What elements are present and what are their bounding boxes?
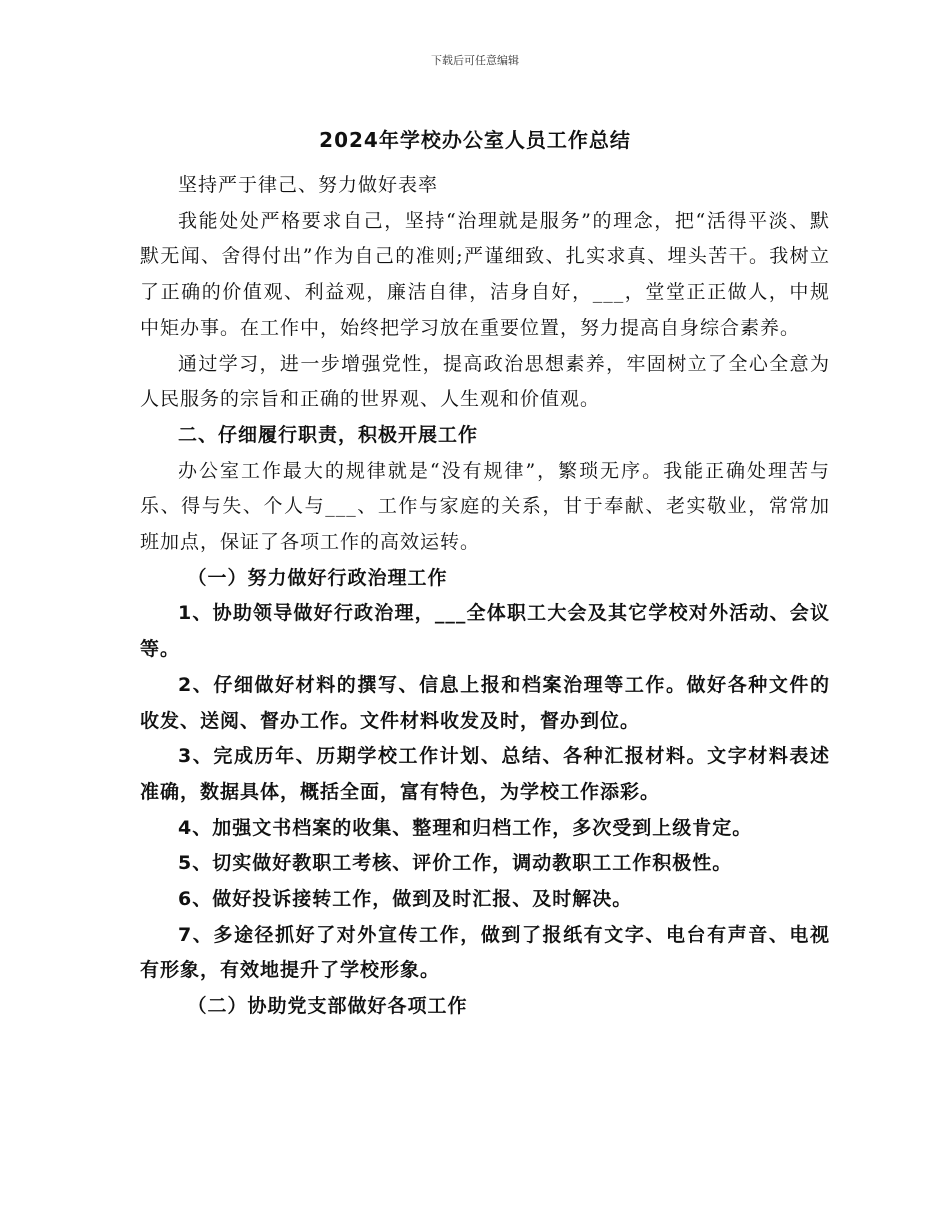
section-heading-2: 二、仔细履行职责，积极开展工作	[178, 423, 479, 446]
list-item-6: 6、做好投诉接转工作，做到及时汇报、及时解决。	[178, 888, 633, 911]
subsection-heading-2: （二）协助党支部做好各项工作	[187, 995, 468, 1018]
paragraph-study: 通过学习，进一步增强党性，提高政治思想素养，牢固树立了全心全意为人民服务的宗旨和正确的世界观、人生观和价值观。	[140, 352, 830, 411]
subsection-heading-1: （一）努力做好行政治理工作	[187, 566, 448, 589]
document-body	[140, 168, 830, 1025]
list-item-3: 3、完成历年、历期学校工作计划、总结、各种汇报材料。文字材料表述准确，数据具体，概括全面，富有特色，为学校工作添彩。	[140, 745, 830, 803]
list-item-4: 4、加强文书档案的收集、整理和归档工作，多次受到上级肯定。	[178, 816, 753, 839]
document-title: 2024年学校办公室人员工作总结	[319, 128, 631, 152]
header-note: 下载后可任意编辑	[431, 54, 519, 67]
list-item-7: 7、多途径抓好了对外宣传工作，做到了报纸有文字、电台有声音、电视有形象，有效地提升了学校形象。	[140, 923, 830, 982]
paragraph-intro-heading: 坚持严于律己、努力做好表率	[178, 174, 439, 196]
list-item-2: 2、仔细做好材料的撰写、信息上报和档案治理等工作。做好各种文件的收发、送阅、督办工作。文件材料收发及时，督办到位。	[140, 673, 830, 732]
list-item-1: 1、协助领导做好行政治理，___全体职工大会及其它学校对外活动、会议等。	[140, 602, 830, 661]
list-item-5: 5、切实做好教职工考核、评价工作，调动教职工工作积极性。	[178, 852, 733, 875]
paragraph-office-work: 办公室工作最大的规律就是“没有规律”，繁琐无序。我能正确处理苦与乐、得与失、个人与___、工作与家庭的关系，甘于奉献、老实敬业，常常加班加点，保证了各项工作的高效运转。	[140, 459, 830, 554]
paragraph-self-discipline: 我能处处严格要求自己，坚持“治理就是服务”的理念，把“活得平淡、默默无闻、舍得付出”作为自己的准则;严谨细致、扎实求真、埋头苦干。我树立了正确的价值观、利益观，廉洁自律，洁身自好，___，堂堂正正做人，中规中矩办事。在工作中，始终把学习放在重要位置，努力提高自身综合素养。	[140, 209, 830, 339]
